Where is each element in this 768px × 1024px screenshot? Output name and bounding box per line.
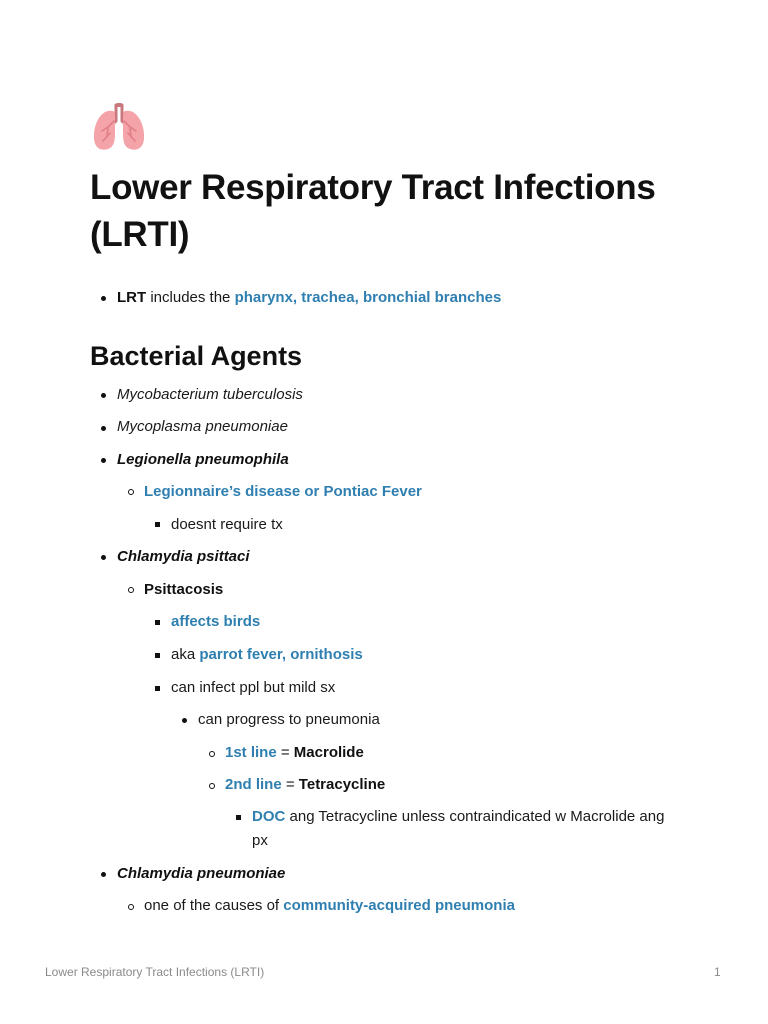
causes-highlight: community-acquired pneumonia bbox=[283, 897, 515, 914]
list-item-doc bbox=[252, 805, 682, 853]
doc-label: DOC bbox=[252, 808, 286, 825]
first-line-drug: Macrolide bbox=[293, 744, 364, 761]
page-number: 1 bbox=[714, 965, 721, 979]
footer-title: Lower Respiratory Tract Infections (LRTI) bbox=[45, 965, 265, 979]
bullet-disc bbox=[101, 555, 106, 560]
bullet-circle bbox=[209, 783, 215, 789]
bullet-disc bbox=[101, 872, 106, 877]
list-item-affects-birds: affects birds bbox=[171, 613, 261, 630]
first-line-eq: = bbox=[276, 744, 294, 761]
list-item-psittacosis: Psittacosis bbox=[144, 581, 224, 598]
list-item-psittaci: Chlamydia psittaci bbox=[117, 548, 250, 565]
lungs-icon bbox=[90, 101, 148, 153]
aka-highlight: parrot fever, ornithosis bbox=[199, 646, 363, 663]
bullet-square bbox=[155, 522, 160, 527]
page-title: Lower Respiratory Tract Infections (LRTI) bbox=[90, 168, 656, 254]
bullet-square bbox=[155, 653, 160, 658]
list-item-cap bbox=[144, 894, 515, 918]
bullet-circle bbox=[128, 904, 134, 910]
bullet-disc bbox=[101, 296, 106, 301]
bullet-disc bbox=[101, 458, 106, 463]
second-line-label: 2nd line bbox=[225, 776, 282, 793]
lrt-text: includes the bbox=[146, 289, 235, 306]
list-item-mild: can infect ppl but mild sx bbox=[171, 679, 336, 696]
bullet-circle bbox=[128, 587, 134, 593]
list-item-mycobacterium: Mycobacterium tuberculosis bbox=[117, 386, 303, 403]
list-item-pneumoniae: Chlamydia pneumoniae bbox=[117, 865, 286, 882]
lrt-highlight: pharynx, trachea, bronchial branches bbox=[234, 289, 502, 306]
first-line-label: 1st line bbox=[225, 744, 277, 761]
lrt-term: LRT bbox=[117, 289, 147, 306]
bullet-square bbox=[155, 620, 160, 625]
list-item-legionella-disease: Legionnaire’s disease or Pontiac Fever bbox=[144, 483, 422, 500]
doc-text: ang Tetracycline unless contraindicated w Macrolide ang px bbox=[252, 808, 665, 849]
bullet-square bbox=[155, 686, 160, 691]
bullet-disc bbox=[101, 393, 106, 398]
list-item-mycoplasma: Mycoplasma pneumoniae bbox=[117, 418, 288, 435]
second-line-drug: Tetracycline bbox=[298, 776, 386, 793]
bullet-disc bbox=[101, 426, 106, 431]
list-item-first-line bbox=[225, 741, 364, 765]
list-item-legionella-note: doesnt require tx bbox=[171, 516, 283, 533]
list-item-lrt bbox=[117, 286, 501, 310]
list-item-aka bbox=[171, 643, 363, 667]
aka-prefix: aka bbox=[171, 646, 200, 663]
second-line-eq: = bbox=[281, 776, 299, 793]
section-heading-bacterial-agents: Bacterial Agents bbox=[90, 341, 303, 371]
list-item-second-line bbox=[225, 773, 385, 797]
list-item-progress: can progress to pneumonia bbox=[198, 711, 380, 728]
bullet-circle bbox=[209, 751, 215, 757]
bullet-circle bbox=[128, 489, 134, 495]
list-item-legionella: Legionella pneumophila bbox=[117, 451, 289, 468]
bullet-disc bbox=[182, 718, 187, 723]
causes-prefix: one of the causes of bbox=[144, 897, 284, 914]
bullet-square bbox=[236, 815, 241, 820]
